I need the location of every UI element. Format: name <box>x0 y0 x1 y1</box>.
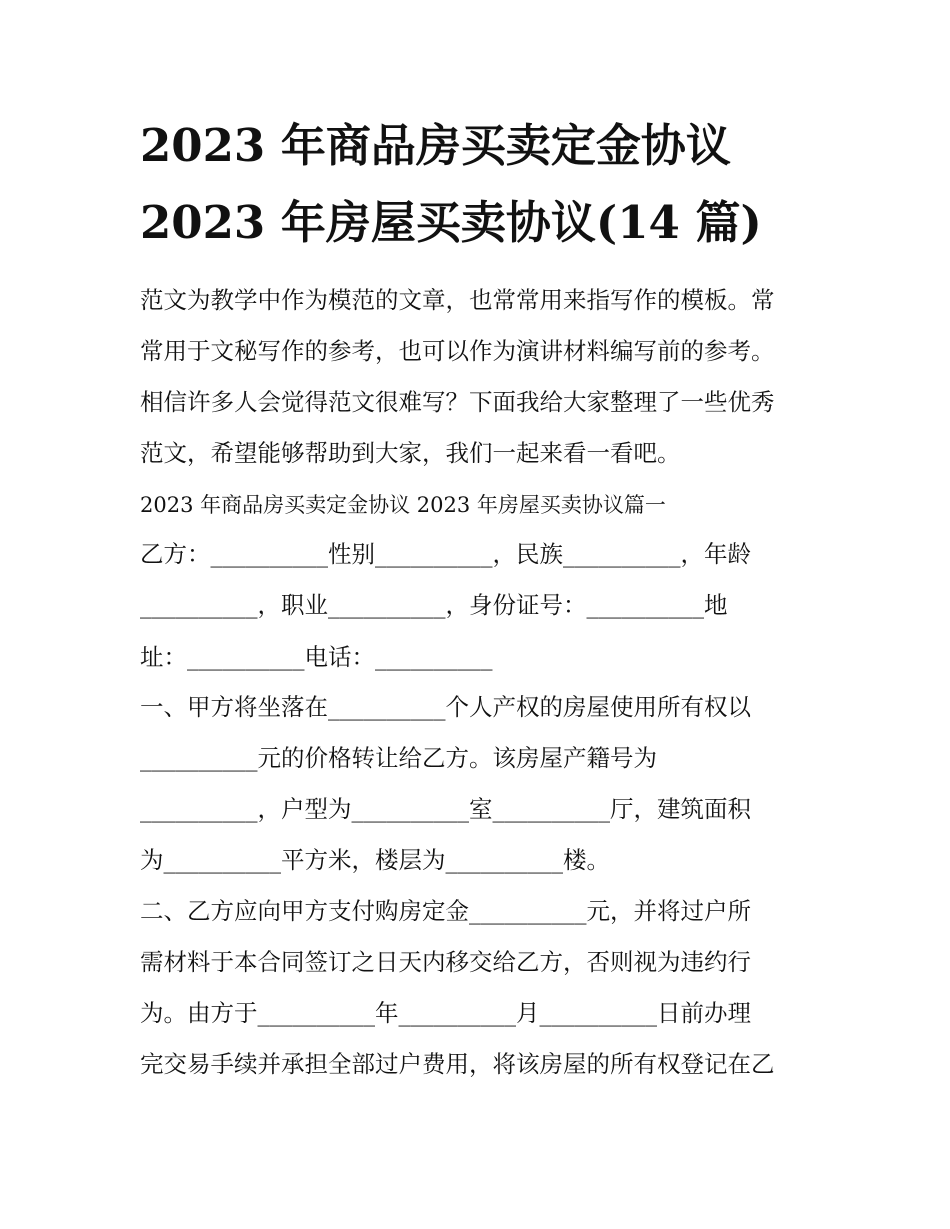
intro-line-3: 相信许多人会觉得范文很难写？下面我给大家整理了一些优秀 <box>140 388 775 416</box>
body-line-4: 一、甲方将坐落在__________个人产权的房屋使用所有权以 <box>140 693 751 721</box>
intro-line-1: 范文为教学中作为模范的文章，也常常用来指写作的模板。常 <box>140 286 775 314</box>
body-line-10: 为。由方于__________年__________月__________日前办理 <box>140 999 751 1027</box>
body-line-7: 为__________平方米，楼层为__________楼。 <box>140 846 610 874</box>
body-line-11: 完交易手续并承担全部过户费用，将该房屋的所有权登记在乙 <box>140 1050 775 1078</box>
body-line-2: __________，职业__________，身份证号：__________地 <box>140 591 728 619</box>
body-line-9: 需材料于本合同签订之日天内移交给乙方，否则视为违约行 <box>140 948 751 976</box>
body-line-5: __________元的价格转让给乙方。该房屋产籍号为 <box>140 744 657 772</box>
document-title-line-2: 2023 年房屋买卖协议(14 篇) <box>140 196 762 249</box>
section-heading: 2023 年商品房买卖定金协议 2023 年房屋买卖协议篇一 <box>140 493 666 517</box>
intro-line-4: 范文，希望能够帮助到大家，我们一起来看一看吧。 <box>140 439 681 467</box>
body-line-8: 二、乙方应向甲方支付购房定金__________元，并将过户所 <box>140 897 751 925</box>
body-line-3: 址：__________电话：__________ <box>140 643 493 671</box>
intro-line-2: 常用于文秘写作的参考，也可以作为演讲材料编写前的参考。 <box>140 337 775 365</box>
body-line-1: 乙方：__________性别__________，民族__________，年龄 <box>140 540 751 568</box>
body-line-6: __________，户型为__________室__________厅，建筑面积 <box>140 795 751 823</box>
document-title-line-1: 2023 年商品房买卖定金协议 <box>140 119 731 172</box>
